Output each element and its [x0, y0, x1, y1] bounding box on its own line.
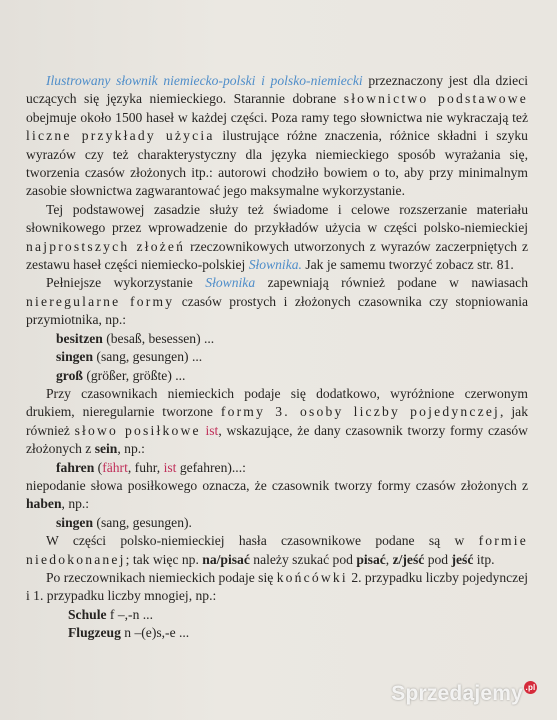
text-run: ; tak więc np.	[125, 551, 203, 567]
headword: singen	[56, 514, 94, 530]
text-run: Jak je samemu tworzyć zobacz str. 81.	[301, 257, 514, 273]
red-text: ist	[205, 422, 219, 438]
text-run: itp.	[473, 551, 495, 567]
text-run: niepodanie słowa posiłkowego oznacza, że czasownik tworzy formy czasów złożonych z	[26, 477, 528, 493]
paragraph-intro	[26, 72, 528, 201]
entry-forms: (besaß, besessen) ...	[102, 330, 215, 346]
bold-keyword: haben	[26, 496, 62, 512]
text-run: należy szukać pod	[249, 551, 357, 567]
watermark-logo	[391, 681, 537, 706]
paragraph-endings	[26, 569, 528, 606]
spaced-text: nieregularne formy	[26, 293, 175, 309]
entry-forms: n –(e)s,-e ...	[120, 625, 190, 641]
text-run: Po rzeczownikach niemieckich podaje się	[46, 569, 277, 585]
spaced-text: słowo posiłkowe	[74, 422, 201, 438]
example-entry	[26, 348, 528, 366]
headword: groß	[56, 367, 83, 383]
text-run: ilustrujące różne znaczenia, różnice składni i szyku wyrazów czy też charakterystyczny dla języka niemieckiego sposób wyrażania się, tworzenia czasów złożonych itp.: autorowi chodziło bowiem o to, aby przy minimalnym zasobie słownictwa zagwarantować jego maksymalne wykorzystanie.	[26, 128, 528, 199]
text-run: obejmuje około 1500 haseł w każdej części. Poza ramy tego słownictwa nie wykraczają też	[26, 109, 528, 125]
watermark-text: Sprzedajemy	[391, 682, 523, 705]
text-run: Przy czasownikach niemieckich podaje się dodatkowo, wyróżnione czerwonym drukiem, nieregularnie tworzone	[26, 385, 528, 420]
text-run: pod	[424, 551, 452, 567]
text-run: Pełniejsze wykorzystanie	[46, 275, 206, 291]
watermark-dot: .pl	[525, 683, 536, 692]
entry-forms: f –,-n ...	[106, 606, 153, 622]
dictionary-reference: Słownika.	[248, 257, 302, 273]
paragraph-third-person	[26, 385, 528, 459]
example-entry	[26, 624, 528, 642]
red-text: fährt	[102, 459, 128, 475]
headword: singen	[56, 349, 94, 365]
text-run: przeznaczony jest dla dzieci uczących się języka niemieckiego. Starannie dobrane	[26, 73, 528, 107]
example-entry	[26, 514, 528, 532]
text-run: rzeczownikowych utworzonych z wyrazów zaczerpniętych z zestawu haseł części niemiecko-polskiej	[26, 238, 528, 273]
paragraph-imperfective	[26, 532, 528, 569]
text-run: ,	[385, 551, 393, 567]
text-run: , wskazujące, że dany czasownik tworzy formy czasów złożonych z	[26, 422, 529, 457]
entry-forms: (größer, größte) ...	[82, 367, 186, 383]
text-run: (	[94, 459, 103, 475]
paragraph-compounds	[26, 201, 528, 275]
text-run: 2. przypadku liczby pojedynczej i 1. przypadku liczby mnogiej, np.:	[26, 569, 528, 604]
spaced-text: końcówki	[276, 569, 348, 585]
bold-keyword: na/pisać	[202, 551, 250, 567]
text-run: , fuhr,	[127, 459, 164, 475]
bold-keyword: jeść	[451, 551, 474, 567]
paragraph-haben	[26, 477, 528, 514]
spaced-text: formy 3. osoby liczby pojedynczej	[220, 404, 501, 420]
headword: Flugzeug	[68, 625, 121, 641]
text-run: W części polsko-niemieckiej hasła czasownikowe podane są w	[46, 533, 479, 549]
example-entry	[26, 459, 528, 477]
dictionary-reference: Słownika	[205, 275, 256, 291]
entry-forms: (sang, gesungen).	[93, 514, 192, 530]
text-run: czasów prostych i złożonych czasownika czy stopniowania przymiotnika, np.:	[26, 293, 528, 328]
red-text: ist	[163, 459, 177, 475]
text-run: zapewniają również podane w nawiasach	[255, 275, 528, 291]
example-entry	[26, 330, 528, 348]
headword: Schule	[68, 606, 107, 622]
spaced-text: liczne przykłady użycia	[26, 128, 215, 144]
text-run: Tej podstawowej zasadzie służy też świadome i celowe rozszerzanie materiału słownikowego przez wprowadzenie do przykładów użycia w części polsko-niemieckiej	[26, 201, 528, 236]
bold-keyword: pisać	[356, 551, 386, 567]
paragraph-irregular-forms	[26, 274, 528, 329]
page-text	[26, 72, 528, 643]
headword: besitzen	[56, 330, 103, 346]
headword: fahren	[56, 459, 95, 475]
example-entry	[26, 606, 528, 624]
text-run: , np.:	[61, 496, 90, 512]
spaced-text: słownictwo podstawowe	[343, 91, 529, 107]
dictionary-title: Ilustrowany słownik niemiecko-polski i polsko-niemiecki	[46, 73, 363, 88]
spaced-text: najprostszych złożeń	[26, 238, 186, 254]
entry-forms: (sang, gesungen) ...	[93, 349, 203, 365]
bold-keyword: z/jeść	[392, 551, 425, 567]
text-run: gefahren)...:	[176, 459, 246, 475]
example-entry	[26, 367, 528, 385]
bold-keyword: sein	[94, 441, 118, 457]
spaced-text: formie niedokonanej	[26, 533, 528, 567]
text-run: , jak również	[26, 404, 528, 438]
text-run: , np.:	[117, 441, 145, 457]
